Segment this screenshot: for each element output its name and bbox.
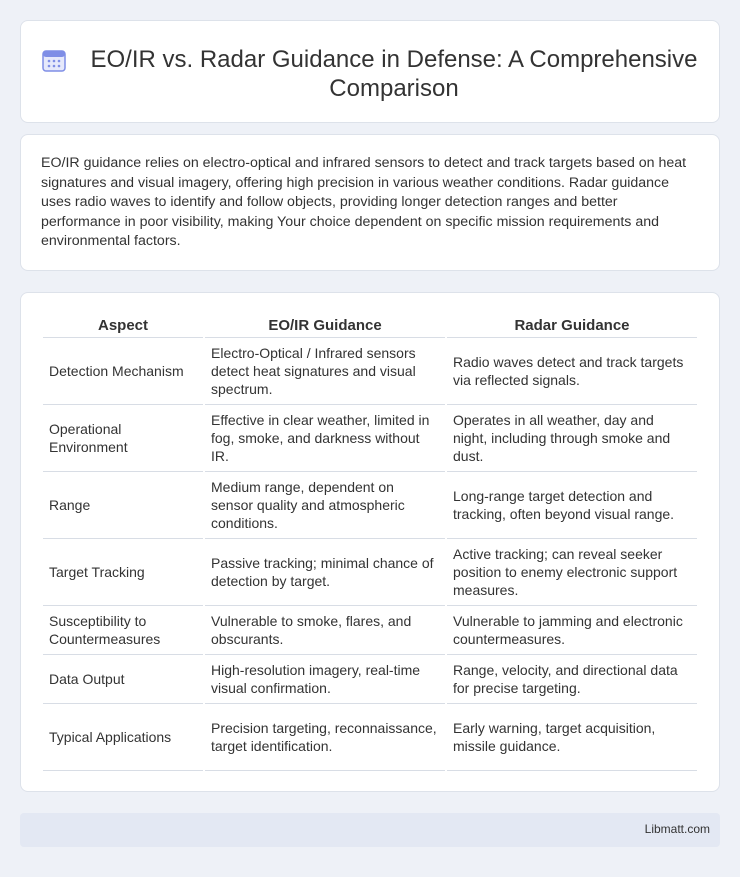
intro-card [20, 134, 720, 271]
table-cell: Detection Mechanism [43, 338, 203, 405]
table-cell: Susceptibility to Countermeasures [43, 606, 203, 655]
table-cell: Medium range, dependent on sensor quality and atmospheric conditions. [205, 472, 445, 539]
page-title: EO/IR vs. Radar Guidance in Defense: A Comprehensive Comparison [90, 46, 698, 102]
column-header-aspect: Aspect [43, 313, 203, 338]
table-row [43, 655, 697, 704]
table-row [43, 338, 697, 405]
footer [20, 813, 720, 847]
table-row [43, 405, 697, 472]
table-cell: Effective in clear weather, limited in fog, smoke, and darkness without IR. [205, 405, 445, 472]
table-cell: Target Tracking [43, 539, 203, 606]
table-cell: Data Output [43, 655, 203, 704]
table-cell: Early warning, target acquisition, missile guidance. [447, 704, 697, 771]
table-row [43, 704, 697, 771]
intro-text: EO/IR guidance relies on electro-optical and infrared sensors to detect and track targets based on heat signatures and visual imagery, offering high precision in various weather conditions. Radar guidance uses radio waves to identify and follow objects, providing longer detection ranges and better performance in poor visibility, making Your choice dependent on specific mission requirements and environmental factors. [41, 155, 687, 249]
table-cell: Vulnerable to smoke, flares, and obscurants. [205, 606, 445, 655]
table-row [43, 539, 697, 606]
comparison-table-card [20, 292, 720, 792]
table-row [43, 606, 697, 655]
table-cell: High-resolution imagery, real-time visual confirmation. [205, 655, 445, 704]
table-header-row [43, 313, 697, 338]
table-cell: Range [43, 472, 203, 539]
table-cell: Electro-Optical / Infrared sensors detect heat signatures and visual spectrum. [205, 338, 445, 405]
comparison-table [41, 313, 699, 771]
table-cell: Operates in all weather, day and night, including through smoke and dust. [447, 405, 697, 472]
table-cell: Passive tracking; minimal chance of detection by target. [205, 539, 445, 606]
calendar-icon [41, 47, 67, 73]
column-header-eoir: EO/IR Guidance [205, 313, 445, 338]
table-cell: Range, velocity, and directional data for precise targeting. [447, 655, 697, 704]
table-cell: Operational Environment [43, 405, 203, 472]
header-card [20, 20, 720, 123]
table-cell: Active tracking; can reveal seeker position to enemy electronic support measures. [447, 539, 697, 606]
table-cell: Typical Applications [43, 704, 203, 771]
table-cell: Long-range target detection and tracking, often beyond visual range. [447, 472, 697, 539]
table-cell: Radio waves detect and track targets via reflected signals. [447, 338, 697, 405]
table-row [43, 472, 697, 539]
table-cell: Precision targeting, reconnaissance, target identification. [205, 704, 445, 771]
footer-source: Libmatt.com [644, 822, 710, 836]
table-cell: Vulnerable to jamming and electronic countermeasures. [447, 606, 697, 655]
column-header-radar: Radar Guidance [447, 313, 697, 338]
